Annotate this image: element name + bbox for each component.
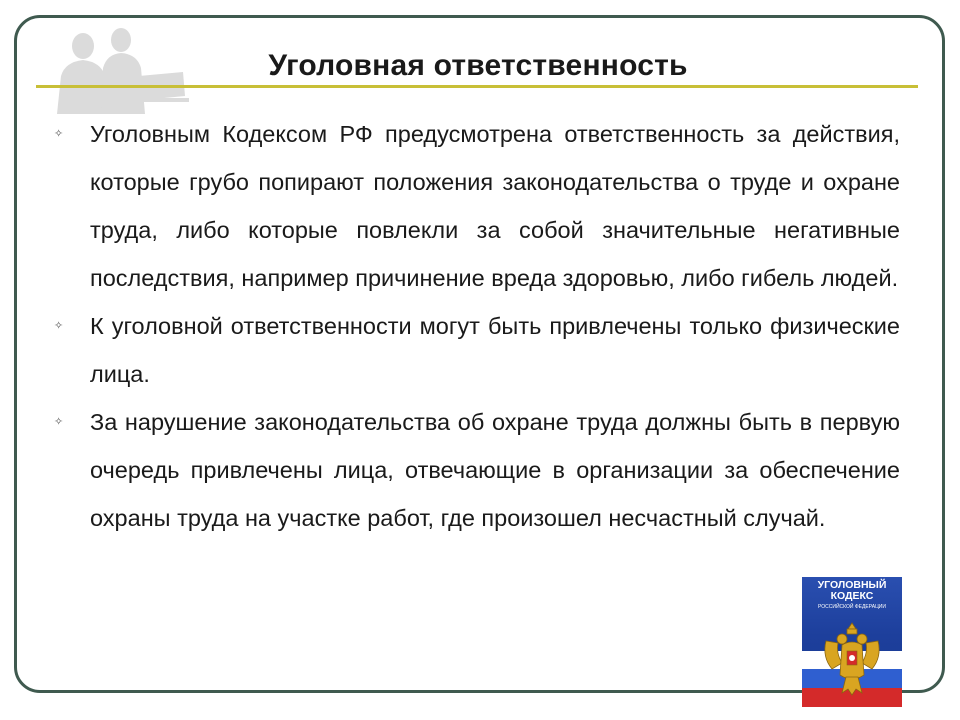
bullet-text: К уголовной ответственности могут быть привлечены только физические лица. xyxy=(90,313,900,387)
bullet-marker-icon: ✧ xyxy=(54,128,64,140)
bullet-item xyxy=(50,398,900,542)
bullet-marker-icon: ✧ xyxy=(54,416,64,428)
bullet-item xyxy=(50,302,900,398)
criminal-code-book-image xyxy=(802,577,902,707)
bullet-list xyxy=(50,110,900,542)
book-title-line1: УГОЛОВНЫЙ xyxy=(817,579,887,591)
bullet-text: За нарушение законодательства об охране труда должны быть в первую очередь привлечены лица, отвечающие в организации за обеспечение охраны труда на участке работ, где произошел несчастный случай. xyxy=(90,409,900,531)
book-title xyxy=(802,580,902,602)
bullet-text: Уголовным Кодексом РФ предусмотрена ответственность за действия, которые грубо попирают положения законодательства о труде и охране труда, либо которые повлекли за собой значительные негативные последствия, например причинение вреда здоровью, либо гибель людей. xyxy=(90,121,900,291)
slide-title: Уголовная ответственность xyxy=(268,49,688,82)
title-underline xyxy=(36,85,918,88)
book-title-line2: КОДЕКС xyxy=(830,590,874,602)
bullet-item xyxy=(50,110,900,302)
book-subtitle: РОССИЙСКОЙ ФЕДЕРАЦИИ xyxy=(818,604,886,610)
double-headed-eagle-icon xyxy=(820,617,884,699)
bullet-marker-icon: ✧ xyxy=(54,320,64,332)
